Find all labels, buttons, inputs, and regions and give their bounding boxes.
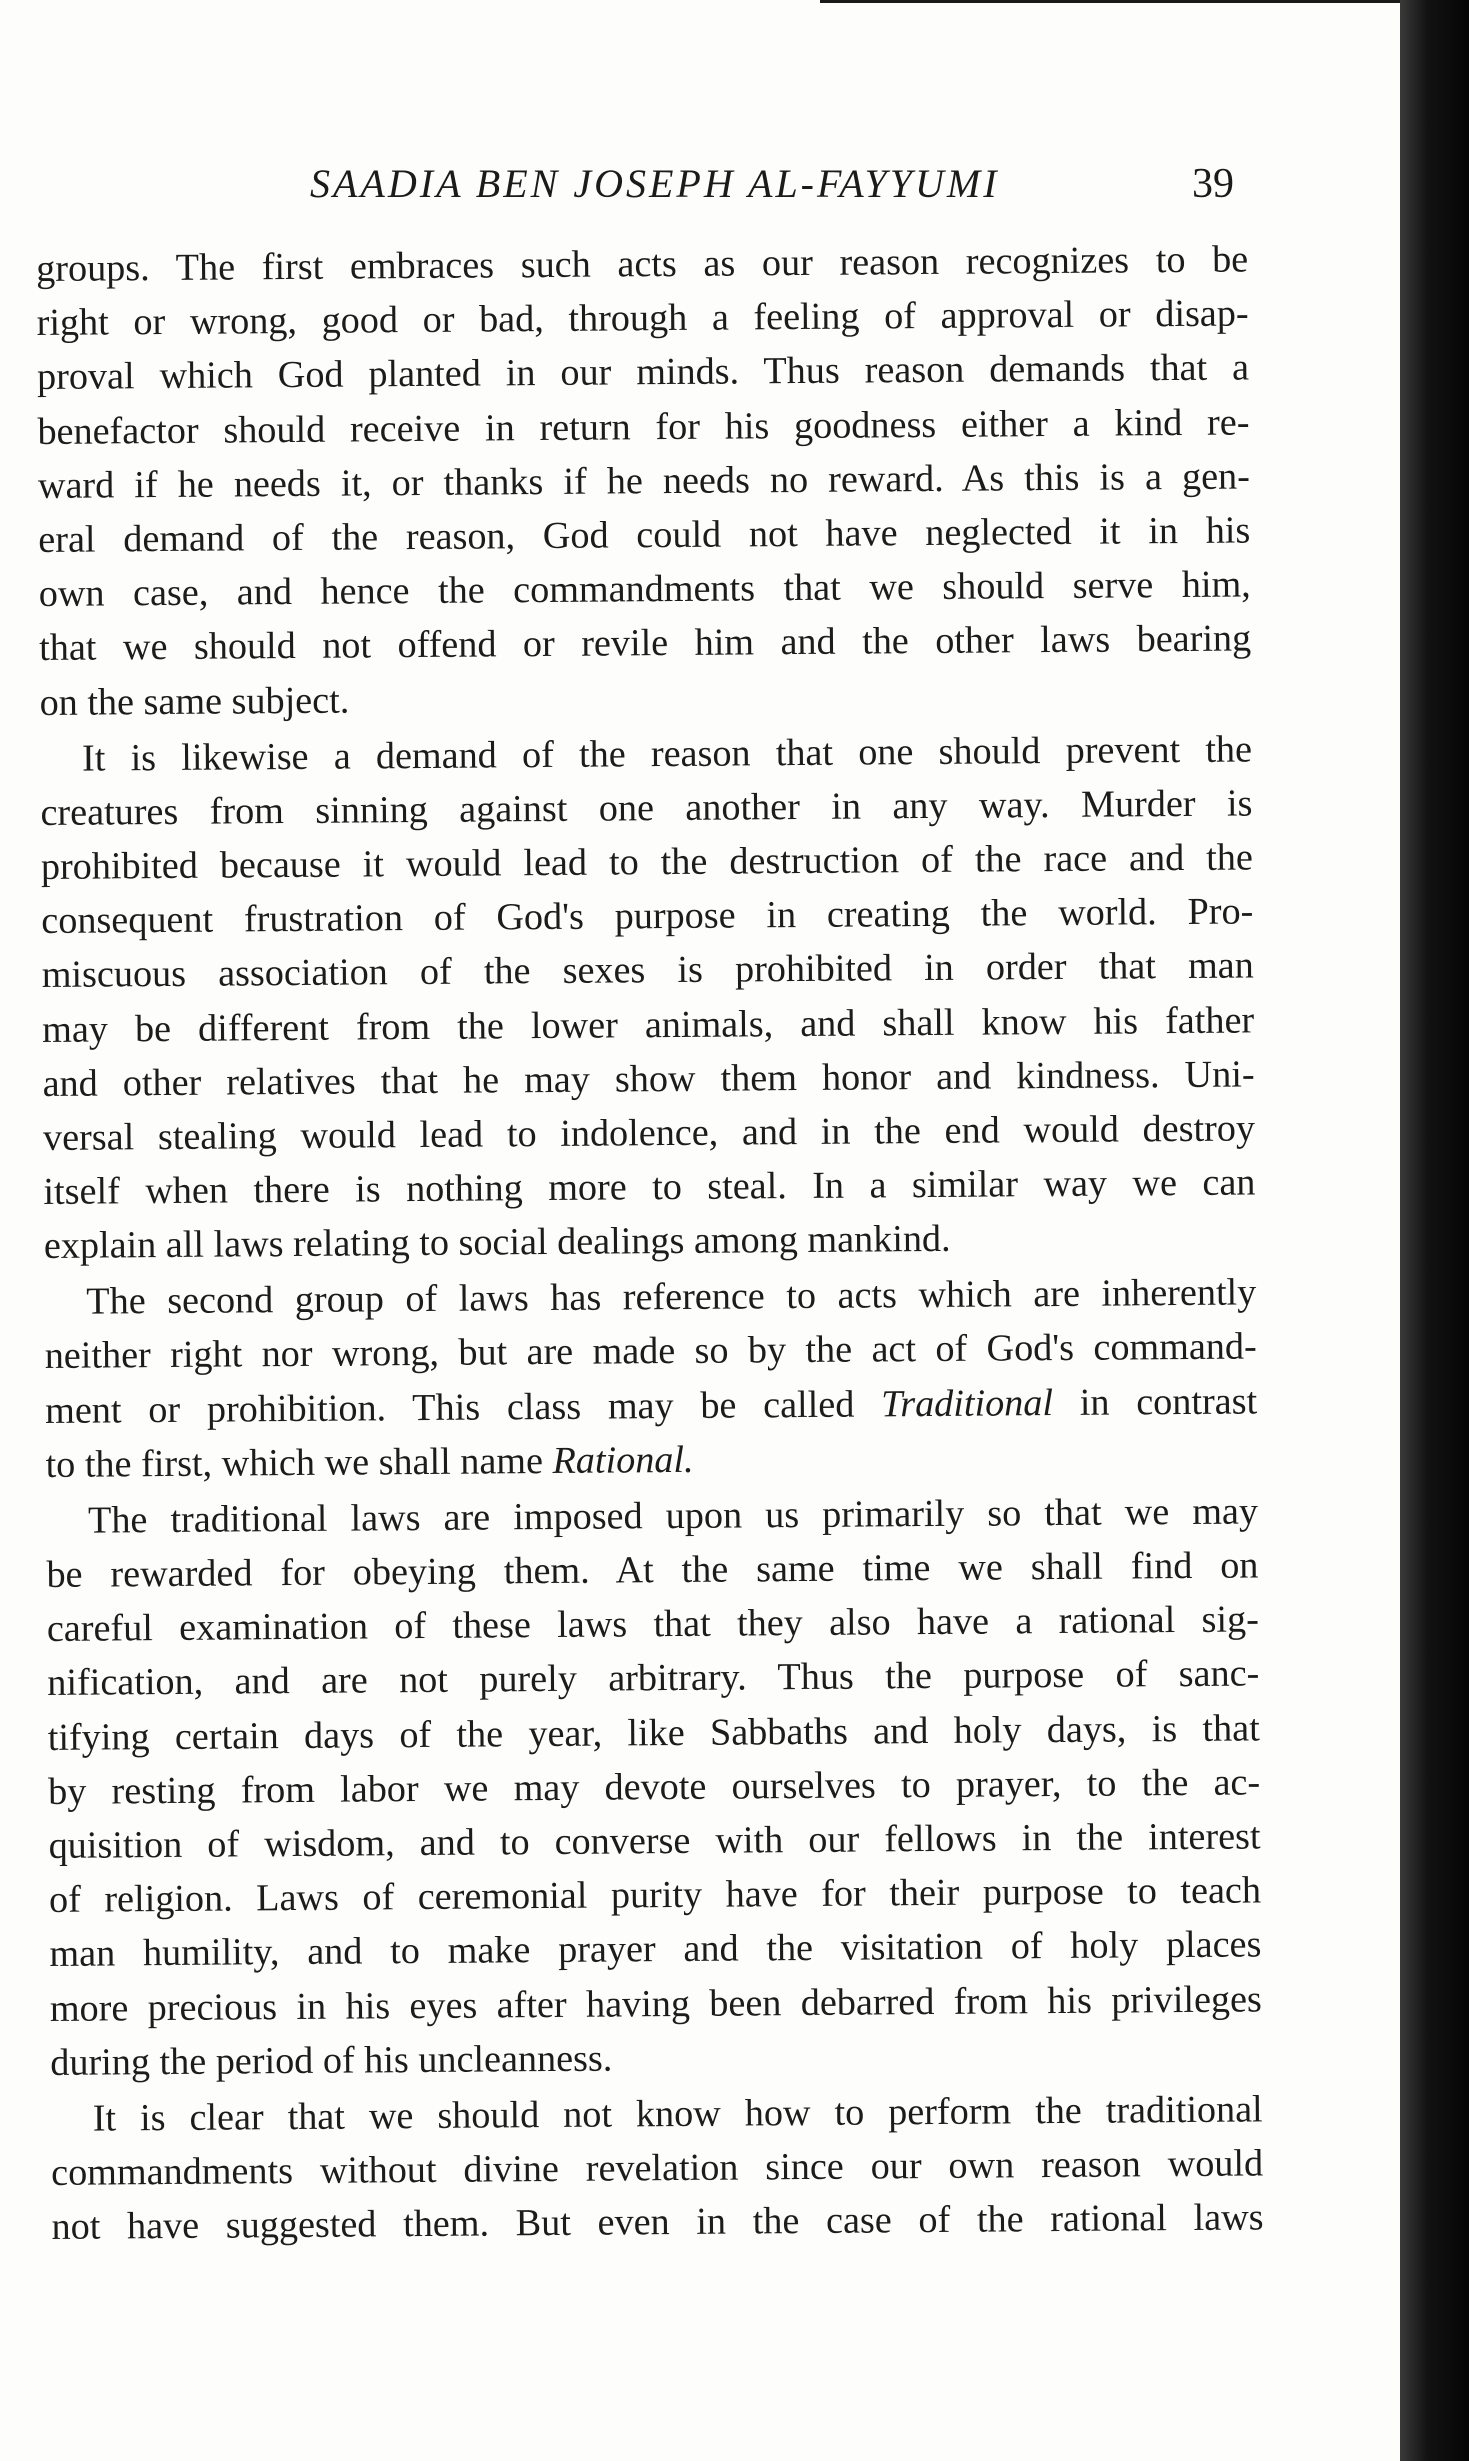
paragraph-5 [51, 2082, 1264, 2254]
text-line: and other relatives that he may show them honor and kindness. Uni- [42, 1053, 1255, 1105]
text-line [45, 1428, 1257, 1492]
body-text [36, 232, 1264, 2255]
text-line: itself when there is nothing more to steal. In a similar way we can [43, 1161, 1256, 1214]
italic-term-rational: Rational. [552, 1438, 694, 1482]
text-line: quisition of wisdom, and to converse with our fellows in the interest [48, 1815, 1261, 1867]
text-line [45, 1374, 1257, 1438]
text-line: creatures from sinning against one another in any way. Murder is [40, 782, 1253, 834]
text-line: The traditional laws are imposed upon us primarily so that we may [87, 1490, 1259, 1542]
text-line: may be different from the lower animals, and shall know his father [42, 998, 1255, 1051]
text-line: miscuous association of the sexes is prohibited in order that man [41, 944, 1254, 997]
page-number: 39 [1192, 161, 1234, 207]
text-line: on the same subject. [39, 679, 350, 724]
text-line: benefactor should receive in return for his goodness either a kind re- [37, 401, 1250, 453]
text-line: that we should not offend or revile him and the other laws bearing [39, 617, 1252, 670]
text-line: proval which God planted in our minds. Thus reason demands that a [36, 346, 1250, 399]
text-run: ment or prohibition. This class may be called [45, 1383, 882, 1432]
text-line: The second group of laws has reference to acts which are inherently [86, 1271, 1257, 1323]
text-line: eral demand of the reason, God could not have neglected it in his [38, 509, 1251, 562]
running-title: SAADIA BEN JOSEPH AL-FAYYUMI [310, 161, 1000, 206]
running-head [0, 160, 1400, 220]
text-run: in contrast [1052, 1380, 1258, 1424]
text-line: It is likewise a demand of the reason that one should prevent the [81, 727, 1253, 780]
text-line: It is clear that we should not know how to perform the traditional [92, 2088, 1263, 2140]
text-line: by resting from labor we may devote ourselves to prayer, to the ac- [48, 1761, 1261, 1813]
text-line: explain all laws relating to social dealings among mankind. [43, 1218, 951, 1268]
paragraph-2 [40, 722, 1256, 1274]
text-line: careful examination of these laws that they also have a rational sig- [46, 1598, 1260, 1651]
paragraph-1 [36, 232, 1252, 729]
text-line: of religion. Laws of ceremonial purity have for their purpose to teach [48, 1869, 1262, 1922]
text-line: not have suggested them. But even in the case of the rational laws [51, 2196, 1264, 2249]
text-line: nification, and are not purely arbitrary. Thus the purpose of sanc- [47, 1652, 1260, 1705]
text-line: commandments without divine revelation since our own reason would [50, 2142, 1264, 2194]
text-line: man humility, and to make prayer and the visitation of holy places [49, 1923, 1262, 1976]
page-edge-shadow [1400, 0, 1469, 2461]
text-line: be rewarded for obeying them. At the same time we shall find on [46, 1544, 1259, 1596]
text-line: neither right nor wrong, but are made so by the act of God's command- [44, 1325, 1257, 1378]
text-line: groups. The first embraces such acts as our reason recognizes to be [36, 238, 1249, 290]
text-line: consequent frustration of God's purpose in creating the world. Pro- [41, 890, 1254, 943]
text-run: to the first, which we shall name [45, 1439, 553, 1486]
text-line: prohibited because it would lead to the destruction of the race and the [40, 836, 1254, 888]
text-line: own case, and hence the commandments that we should serve him, [38, 563, 1251, 616]
text-line: during the period of his uncleanness. [50, 2037, 613, 2084]
text-line: ward if he needs it, or thanks if he needs no reward. As this is a gen- [37, 455, 1251, 507]
text-line: tifying certain days of the year, like Sabbaths and holy days, is that [47, 1706, 1260, 1759]
italic-term-traditional: Traditional [880, 1381, 1054, 1426]
text-line: right or wrong, good or bad, through a feeling of approval or disap- [36, 292, 1249, 345]
paragraph-3 [44, 1266, 1258, 1492]
paragraph-4 [46, 1484, 1263, 2090]
top-edge-rule [820, 0, 1400, 3]
text-line: versal stealing would lead to indolence, and in the end would destroy [42, 1107, 1256, 1159]
text-line: more precious in his eyes after having been debarred from his privileges [49, 1977, 1263, 2030]
